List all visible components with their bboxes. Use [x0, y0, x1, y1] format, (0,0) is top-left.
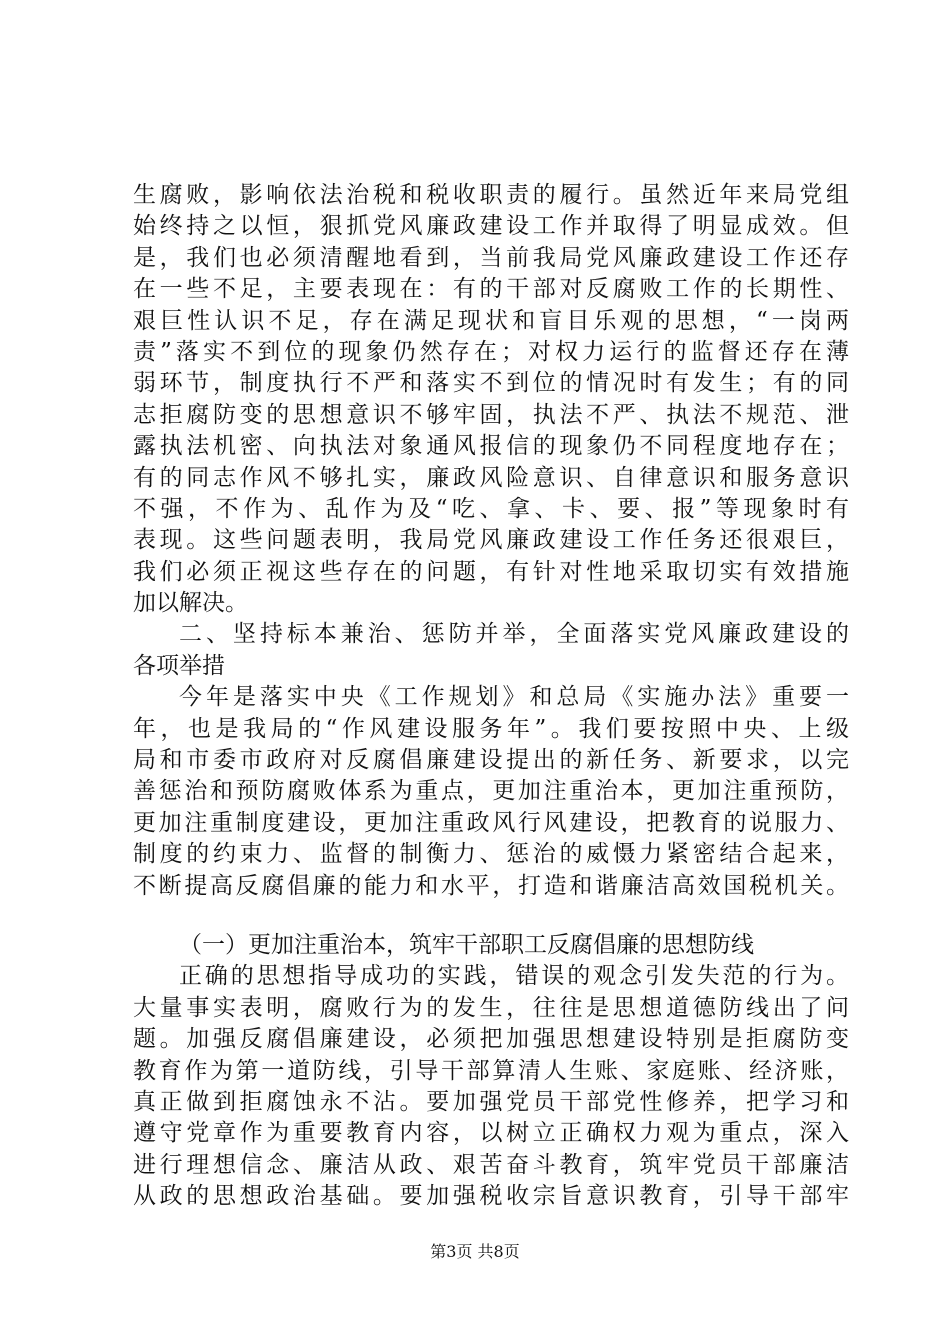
text-line: 年，也是我局的“作风建设服务年”。我们要按照中央、上级: [133, 715, 849, 742]
text-line: 善惩治和预防腐败体系为重点，更加注重治本，更加注重预防，: [133, 778, 849, 805]
text-line: 生腐败，影响依法治税和税收职责的履行。虽然近年来局党组: [133, 182, 849, 208]
page-number-footer: 第3页 共8页: [430, 1242, 520, 1261]
text-line: 是，我们也必须清醒地看到，当前我局党风廉政建设工作还存: [133, 244, 849, 271]
text-line: 教育作为第一道防线，引导干部算清人生账、家庭账、经济账，: [133, 1057, 849, 1084]
text-line: 真正做到拒腐蚀永不沾。要加强党员干部党性修养，把学习和: [133, 1088, 849, 1115]
text-line: 不强，不作为、乱作为及“吃、拿、卡、要、报”等现象时有: [133, 495, 849, 522]
heading-line: 二、坚持标本兼治、惩防并举，全面落实党风廉政建设的: [179, 621, 849, 648]
text-line: 从政的思想政治基础。要加强税收宗旨意识教育，引导干部牢: [133, 1183, 849, 1210]
text-line: 责”落实不到位的现象仍然存在；对权力运行的监督还存在薄: [133, 338, 849, 365]
text-line: 题。加强反腐倡廉建设，必须把加强思想建设特别是拒腐防变: [133, 1026, 849, 1053]
section-heading-2: [133, 619, 849, 682]
text-line: 表现。这些问题表明，我局党风廉政建设工作任务还很艰巨，: [133, 527, 849, 554]
text-line: 志拒腐防变的思想意识不够牢固，执法不严、执法不规范、泄: [133, 401, 849, 428]
paragraph-ideology: [133, 961, 849, 1212]
text-line: 更加注重制度建设，更加注重政风行风建设，把教育的说服力、: [133, 809, 849, 836]
heading-line: 各项举措: [133, 652, 225, 679]
text-line: 今年是落实中央《工作规划》和总局《实施办法》重要一: [179, 684, 849, 711]
text-line: 局和市委市政府对反腐倡廉建设提出的新任务、新要求，以完: [133, 747, 849, 774]
text-line: 艰巨性认识不足，存在满足现状和盲目乐观的思想，“一岗两: [133, 307, 849, 334]
text-line: 进行理想信念、廉洁从政、艰苦奋斗教育，筑牢党员干部廉洁: [133, 1151, 849, 1178]
text-line: 大量事实表明，腐败行为的发生，往往是思想道德防线出了问: [133, 994, 849, 1021]
text-line: 制度的约束力、监督的制衡力、惩治的威慑力紧密结合起来，: [133, 841, 849, 868]
subsection-heading: （一）更加注重治本，筑牢干部职工反腐倡廉的思想防线: [179, 931, 754, 958]
text-line: 遵守党章作为重要教育内容，以树立正确权力观为重点，深入: [133, 1120, 849, 1147]
paragraph-gap: [133, 902, 849, 930]
text-line: 有的同志作风不够扎实，廉政风险意识、自律意识和服务意识: [133, 464, 849, 491]
text-line: 露执法机密、向执法对象通风报信的现象仍不同程度地存在；: [133, 433, 849, 460]
document-body: [133, 180, 849, 1213]
text-line: 始终持之以恒，狠抓党风廉政建设工作并取得了明显成效。但: [133, 213, 849, 240]
text-line: 我们必须正视这些存在的问题，有针对性地采取切实有效措施: [133, 558, 849, 585]
text-line: 不断提高反腐倡廉的能力和水平，打造和谐廉洁高效国税机关。: [133, 872, 849, 899]
text-line: 正确的思想指导成功的实践，错误的观念引发失范的行为。: [179, 963, 849, 990]
text-line: 加以解决。: [133, 590, 248, 617]
text-line: 弱环节，制度执行不严和落实不到位的情况时有发生；有的同: [133, 370, 849, 397]
paragraph-issues: [133, 180, 849, 619]
paragraph-annual-plan: [133, 682, 849, 902]
text-line: 在一些不足，主要表现在：有的干部对反腐败工作的长期性、: [133, 276, 849, 303]
